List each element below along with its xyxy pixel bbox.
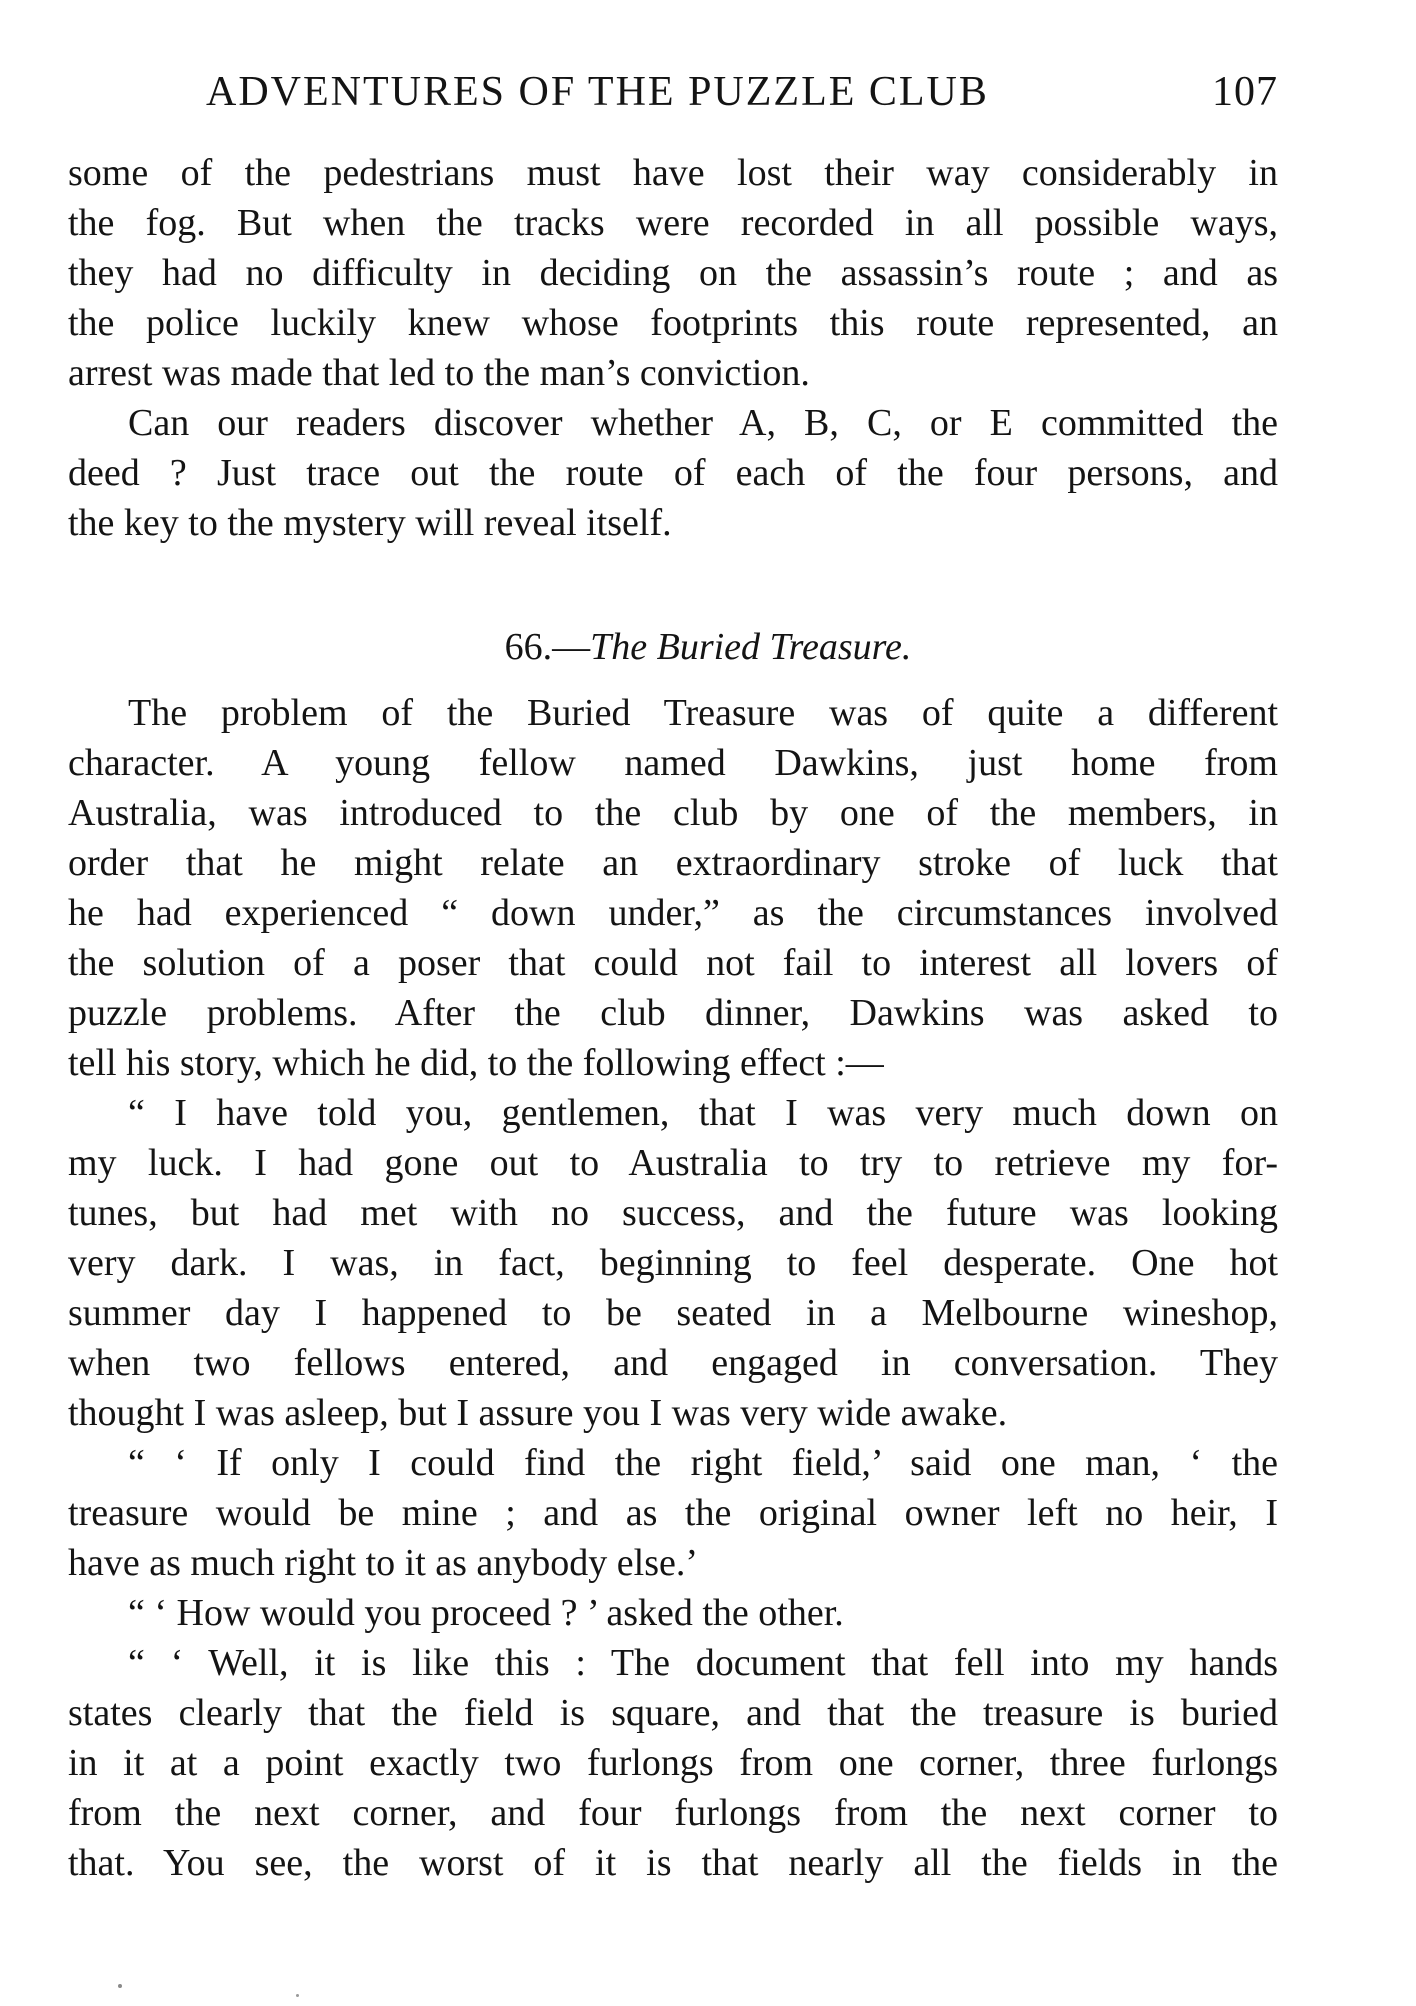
text-line: very dark. I was, in fact, beginning to feel desperate. One hot <box>68 1242 1278 1284</box>
text-line: my luck. I had gone out to Australia to try to retrieve my for- <box>68 1142 1278 1184</box>
text-line: “ ‘ Well, it is like this : The document that fell into my hands <box>128 1642 1278 1684</box>
text-line: arrest was made that led to the man’s conviction. <box>68 352 810 394</box>
text-line: order that he might relate an extraordinary stroke of luck that <box>68 842 1278 884</box>
running-title: ADVENTURES OF THE PUZZLE CLUB <box>206 69 989 115</box>
page-number: 107 <box>1212 69 1278 115</box>
section-number: 66.— <box>504 626 591 668</box>
text-line: in it at a point exactly two furlongs from one corner, three furlongs <box>68 1742 1278 1784</box>
text-line: the police luckily knew whose footprints this route represented, an <box>68 302 1278 344</box>
scan-speck <box>118 1984 122 1988</box>
text-line: Australia, was introduced to the club by one of the members, in <box>68 792 1278 834</box>
paragraph-dialogue-field <box>68 1438 1278 1588</box>
text-line: treasure would be mine ; and as the original owner left no heir, I <box>68 1492 1278 1534</box>
text-line: the solution of a poser that could not fail to interest all lovers of <box>68 942 1278 984</box>
section-title: The Buried Treasure. <box>590 626 912 668</box>
section-heading <box>0 622 1416 672</box>
text-line: the key to the mystery will reveal itself. <box>68 502 672 544</box>
text-line: some of the pedestrians must have lost their way considerably in <box>68 152 1278 194</box>
text-line: from the next corner, and four furlongs from the next corner to <box>68 1792 1278 1834</box>
text-line: summer day I happened to be seated in a Melbourne wineshop, <box>68 1292 1278 1334</box>
text-line: tunes, but had met with no success, and the future was looking <box>68 1192 1278 1234</box>
text-line: have as much right to it as anybody else.’ <box>68 1542 699 1584</box>
text-line: they had no difficulty in deciding on the assassin’s route ; and as <box>68 252 1278 294</box>
text-line: he had experienced “ down under,” as the circumstances involved <box>68 892 1278 934</box>
running-header <box>68 68 1278 128</box>
text-line: thought I was asleep, but I assure you I was very wide awake. <box>68 1392 1008 1434</box>
paragraph-dialogue-document <box>68 1638 1278 1888</box>
text-line: tell his story, which he did, to the following effect :— <box>68 1042 884 1084</box>
text-line: Can our readers discover whether A, B, C, or E committed the <box>128 402 1278 444</box>
text-line: puzzle problems. After the club dinner, Dawkins was asked to <box>68 992 1278 1034</box>
text-line: states clearly that the field is square, and that the treasure is buried <box>68 1692 1278 1734</box>
text-line: character. A young fellow named Dawkins, just home from <box>68 742 1278 784</box>
paragraph-introduction <box>68 688 1278 1088</box>
text-line: “ ‘ How would you proceed ? ’ asked the other. <box>128 1592 844 1634</box>
paragraph-question <box>68 398 1278 548</box>
text-line: “ I have told you, gentlemen, that I was very much down on <box>128 1092 1278 1134</box>
text-line: the fog. But when the tracks were recorded in all possible ways, <box>68 202 1278 244</box>
scan-speck <box>296 1994 299 1997</box>
text-line: The problem of the Buried Treasure was of quite a different <box>128 692 1278 734</box>
paragraph-dialogue-proceed <box>68 1588 1278 1638</box>
text-line: that. You see, the worst of it is that nearly all the fields in the <box>68 1842 1278 1884</box>
text-line: when two fellows entered, and engaged in conversation. They <box>68 1342 1278 1384</box>
paragraph-dawkins-story <box>68 1088 1278 1438</box>
text-line: “ ‘ If only I could find the right field,’ said one man, ‘ the <box>128 1442 1278 1484</box>
paragraph-continuation <box>68 148 1278 398</box>
text-line: deed ? Just trace out the route of each of the four persons, and <box>68 452 1278 494</box>
